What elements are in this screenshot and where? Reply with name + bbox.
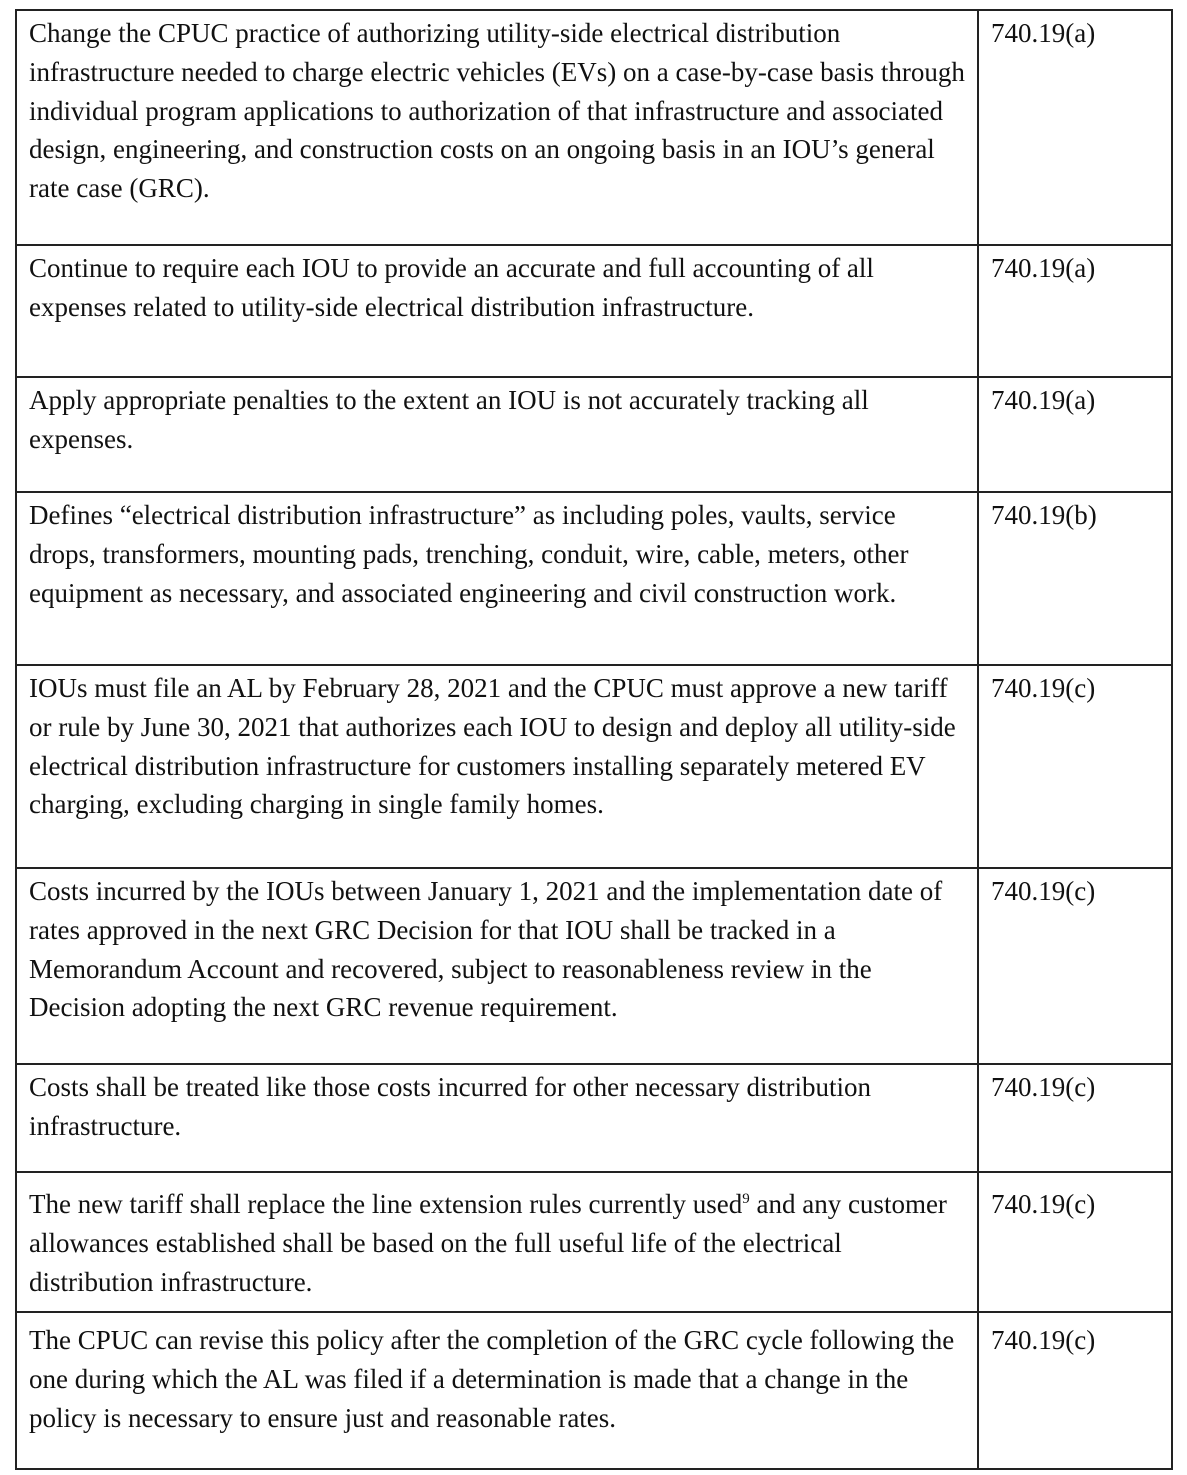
table-row: [16, 1064, 1172, 1172]
description-text: The new tariff shall replace the line extension rules currently used: [29, 1189, 743, 1219]
description-cell: Defines “electrical distribution infrastructure” as including poles, vaults, service drops, transformers, mounting pads, trenching, conduit, wire, cable, meters, other equipment as necessary, and associated engineering and civil construction work.: [16, 492, 978, 665]
table-row: [16, 10, 1172, 245]
table-row: [16, 1172, 1172, 1312]
description-cell: Change the CPUC practice of authorizing utility-side electrical distribution infrastructure needed to charge electric vehicles (EVs) on a case-by-case basis through individual program applications to authorization of that infrastructure and associated design, engineering, and construction costs on an ongoing basis in an IOU’s general rate case (GRC).: [16, 10, 978, 245]
section-cell: 740.19(a): [978, 10, 1172, 245]
table-row: [16, 492, 1172, 665]
section-cell: 740.19(c): [978, 1172, 1172, 1312]
description-cell: [16, 1172, 978, 1312]
description-text: and any customer allowances established shall be based on the full useful life of the electrical distribution infrastructure.: [29, 1189, 947, 1297]
section-cell: 740.19(c): [978, 868, 1172, 1064]
description-cell: Continue to require each IOU to provide an accurate and full accounting of all expenses related to utility-side electrical distribution infrastructure.: [16, 245, 978, 377]
description-cell: Apply appropriate penalties to the extent an IOU is not accurately tracking all expenses.: [16, 377, 978, 492]
description-cell: IOUs must file an AL by February 28, 2021 and the CPUC must approve a new tariff or rule by June 30, 2021 that authorizes each IOU to design and deploy all utility-side electrical distribution infrastructure for customers installing separately metered EV charging, excluding charging in single family homes.: [16, 665, 978, 868]
description-cell: Costs incurred by the IOUs between January 1, 2021 and the implementation date of rates approved in the next GRC Decision for that IOU shall be tracked in a Memorandum Account and recovered, subject to reasonableness review in the Decision adopting the next GRC revenue requirement.: [16, 868, 978, 1064]
section-cell: 740.19(a): [978, 377, 1172, 492]
section-cell: 740.19(c): [978, 1312, 1172, 1469]
section-cell: 740.19(c): [978, 665, 1172, 868]
table-row: [16, 868, 1172, 1064]
table-row: [16, 1312, 1172, 1469]
description-cell: The CPUC can revise this policy after the completion of the GRC cycle following the one during which the AL was filed if a determination is made that a change in the policy is necessary to ensure just and reasonable rates.: [16, 1312, 978, 1469]
description-cell: Costs shall be treated like those costs incurred for other necessary distribution infrastructure.: [16, 1064, 978, 1172]
table-row: [16, 377, 1172, 492]
table-row: [16, 665, 1172, 868]
section-cell: 740.19(b): [978, 492, 1172, 665]
footnote-marker[interactable]: 9: [742, 1191, 750, 1207]
section-cell: 740.19(c): [978, 1064, 1172, 1172]
section-cell: 740.19(a): [978, 245, 1172, 377]
requirements-table: [15, 9, 1173, 1470]
table-row: [16, 245, 1172, 377]
